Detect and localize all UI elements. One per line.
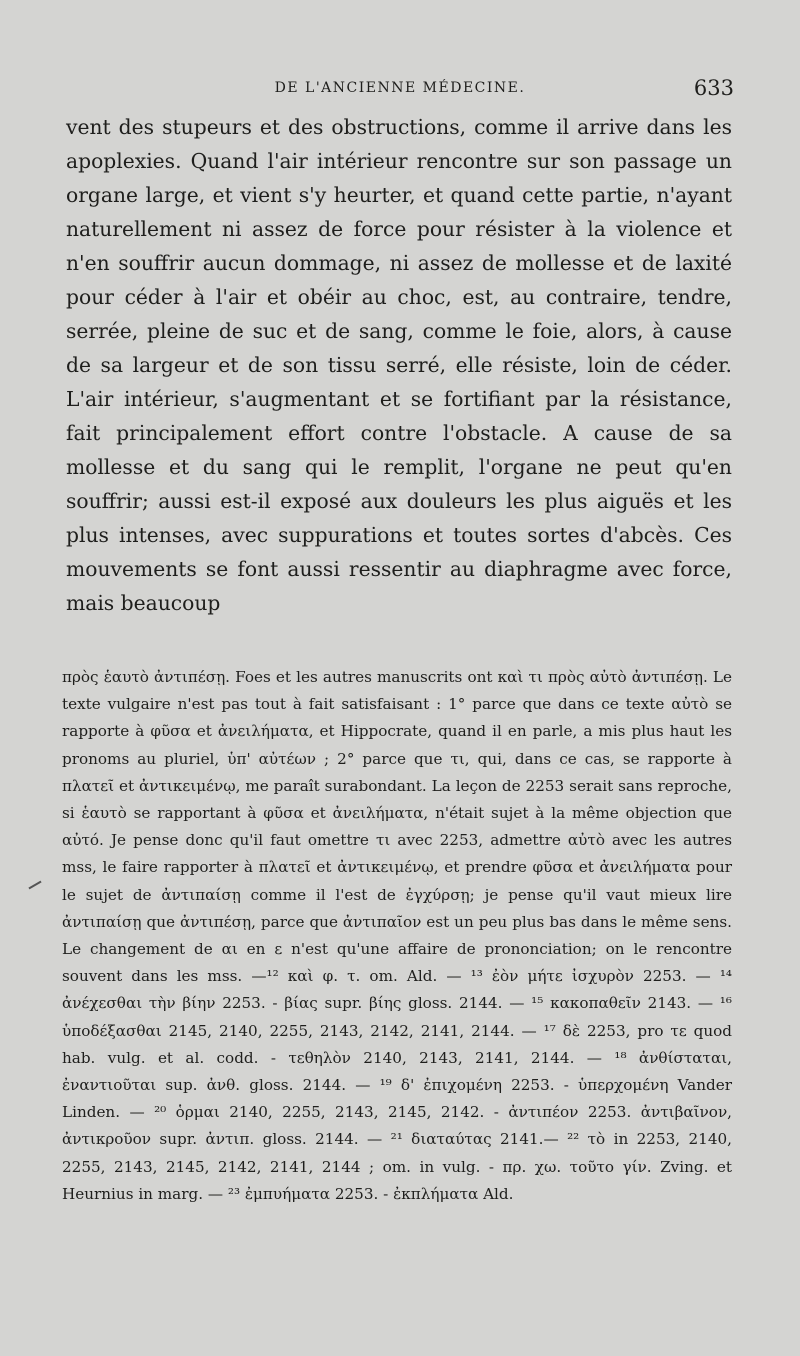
page-header [66, 76, 734, 100]
page-number: 633 [693, 76, 734, 100]
footnotes-block: πρὸς ἑαυτὸ ἀντιπέσῃ. Foes et les autres manuscrits ont καὶ τι πρὸς αὐτὸ ἀντιπέσῃ. Le texte vulgaire n'est pas tout à fait satisfaisant : 1° parce que dans ce texte αὐτὸ se rapporte à φῦσα et ἀνειλήματα, et Hippocrate, quand il en parle, a mis plus haut les pronoms au pluriel, ὑπ' αὐτέων ; 2° parce que τι, qui, dans ce cas, se rapporte à πλατεῖ et ἀντικειμένῳ, me paraît surabondant. La leçon de 2253 serait sans reproche, si ἑαυτὸ se rapportant à φῦσα et ἀνειλήματα, n'était sujet à la même objection que αὐτό. Je pense donc qu'il faut omettre τι avec 2253, admettre αὐτὸ avec les autres mss, le faire rapporter à πλατεῖ et ἀντικειμένῳ, et prendre φῦσα et ἀνειλήματα pour le sujet de ἀντιπαίσῃ comme il l'est de ἐγχύρσῃ; je pense qu'il vaut mieux lire ἀντιπαίσῃ que ἀντιπέσῃ, parce que ἀντιπαῖον est un peu plus bas dans le même sens. Le changement de αι en ε n'est qu'une affaire de prononciation; on le rencontre souvent dans les mss. —¹² καὶ φ. τ. om. Ald. — ¹³ ἐὸν μήτε ἰσχυρὸν 2253. — ¹⁴ ἀνέχεσθαι τὴν βίην 2253. - βίας supr. βίης gloss. 2144. — ¹⁵ κακοπαθεῖν 2143. — ¹⁶ ὑποδέξασθαι 2145, 2140, 2255, 2143, 2142, 2141, 2144. — ¹⁷ δὲ 2253, pro τε quod hab. vulg. et al. codd. - τεθηλὸν 2140, 2143, 2141, 2144. — ¹⁸ ἀνθίσταται, ἐναντιοῦται sup. ἀνθ. gloss. 2144. — ¹⁹ δ' ἐπιχομένη 2253. - ὑπερχομένη Vander Linden. — ²⁰ ὁρμαι 2140, 2255, 2143, 2145, 2142. - ἀντιπέον 2253. ἀντιβαῖνον, ἀντικροῦον supr. ἀντιπ. gloss. 2144. — ²¹ διαταύτας 2141.— ²² τὸ in 2253, 2140, 2255, 2143, 2145, 2142, 2141, 2144 ; om. in vulg. - πρ. χω. τοῦτο γίν. Zving. et Heurnius in marg. — ²³ ἐμπυήματα 2253. - ἐκπλήματα Ald. [62, 668, 732, 1203]
main-body-text: vent des stupeurs et des obstructions, comme il arrive dans les apoplexies. Quand l'air intérieur rencontre sur son passage un organe large, et vient s'y heurter, et quand cette partie, n'ayant naturellement ni assez de force pour résister à la violence et n'en souffrir aucun dommage, ni assez de mollesse et de laxité pour céder à l'air et obéir au choc, est, au contraire, tendre, serrée, pleine de suc et de sang, comme le foie, alors, à cause de sa largeur et de son tissu serré, elle résiste, loin de céder. L'air intérieur, s'augmentant et se fortifiant par la résistance, fait principalement effort contre l'obstacle. A cause de sa mollesse et du sang qui le remplit, l'organe ne peut qu'en souffrir; aussi est-il exposé aux douleurs les plus aiguës et les plus intenses, avec suppurations et toutes sortes d'abcès. Ces mouvements se font aussi ressentir au diaphragme avec force, mais beaucoup [66, 115, 732, 615]
running-head: DE L'ANCIENNE MÉDECINE. [274, 80, 526, 96]
margin-pencil-mark [28, 881, 41, 890]
